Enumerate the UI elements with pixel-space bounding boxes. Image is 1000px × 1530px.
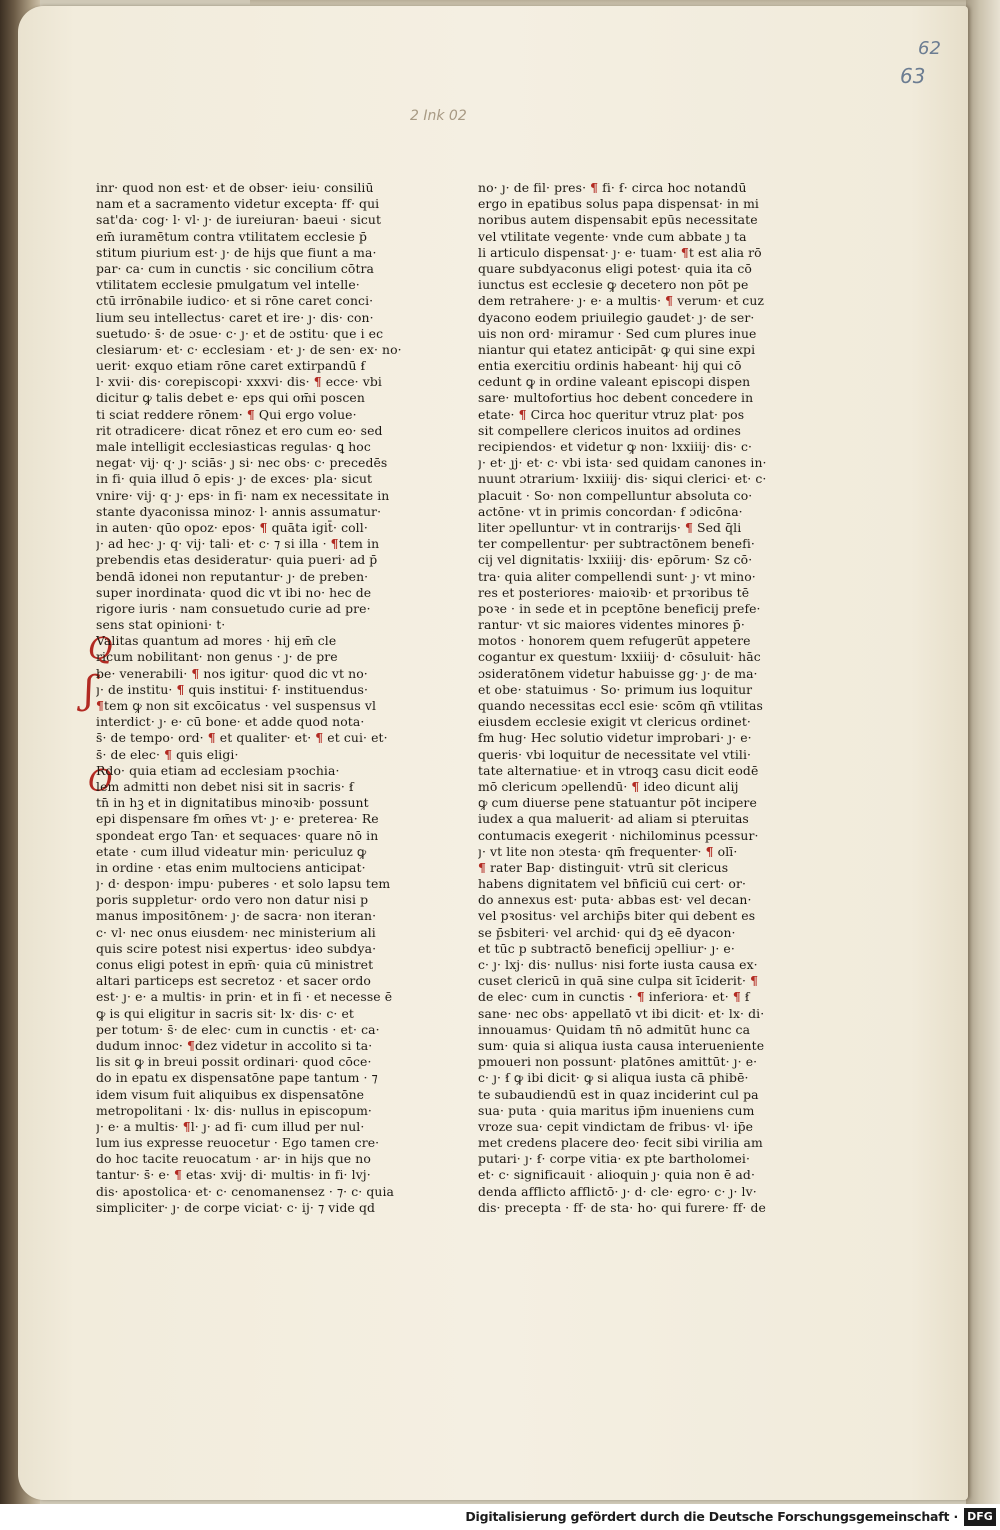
text-line: in fi· quia illud ō epis· ȷ· de exces· pla· sicut xyxy=(96,471,373,487)
text-line: metropolitani · lx· dis· nullus in episcopum· xyxy=(96,1102,372,1118)
text-line: poris suppletur· ordo vero non datur nisi p xyxy=(96,892,369,908)
text-line: super inordinata· quod dic vt ibi no· hec de xyxy=(96,584,372,600)
text-line: ȷ· d· despon· impu· puberes · et solo lapsu tem xyxy=(96,876,391,892)
pilcrow-rubric: ¶ xyxy=(631,778,640,794)
text-line: res et posteriores· maioꝛib· et prꝛoribus tē xyxy=(478,584,750,600)
text-line: etate · cum illud videatur min· periculuz ꝙ xyxy=(96,843,367,859)
text-line: em̄ iuramētum contra vtilitatem ecclesie p̄ xyxy=(96,228,367,244)
pilcrow-rubric: ¶ xyxy=(313,374,322,390)
text-line: ¶ rater Bap· distinguit· vtrū sit clericus xyxy=(478,859,729,875)
text-line: interdict· ȷ· e· cū bone· et adde quod nota· xyxy=(96,714,365,730)
text-line: male intelligit ecclesiasticas regulas· ꝗ hoc xyxy=(96,439,371,454)
pilcrow-rubric: ¶ xyxy=(191,665,200,681)
text-line: vtilitatem ecclesie pmulgatum vel intelle· xyxy=(96,277,360,293)
text-line: in ordine · etas enim multociens anticipat· xyxy=(96,859,366,875)
text-line: tate alternatiue· et in vtroqꝫ casu dicit eodē xyxy=(478,762,759,778)
text-line: entia exercitiu ordinis habeant· hij qui cō xyxy=(478,358,742,374)
text-line: sare· multofortius hoc debent concedere in xyxy=(478,390,754,406)
pilcrow-rubric: ¶ xyxy=(680,244,689,260)
text-line: s̄· de tempo· ord· ¶ et qualiter· et· ¶ et cui· et· xyxy=(96,730,388,746)
text-line: vel pꝛositus· vel archip̄s biter qui debent es xyxy=(478,908,756,924)
text-line: te subaudiendū est in quaz inciderint cul pa xyxy=(478,1086,759,1102)
text-line: par· ca· cum in cunctis · sic concilium cōtra xyxy=(96,260,375,276)
text-line: dis· apostolica· et· c· cenomanensez · ⁊· c· quia xyxy=(96,1183,395,1199)
dfg-logo: DFG xyxy=(964,1508,996,1526)
text-line: no· ȷ· de fil· pres· ¶ fi· ẜ· circa hoc notandū xyxy=(478,180,747,195)
text-line: iudex a qua maluerit· ad aliam si pteruitas xyxy=(478,811,749,827)
text-line: simpliciter· ȷ· de corpe viciat· c· ij· ⁊ vide qd xyxy=(96,1199,376,1215)
digitization-footer xyxy=(0,1504,1000,1530)
text-line: Valitas quantum ad mores · hij em̄ cle xyxy=(96,633,337,649)
text-line: et tūc p subtractō beneficij ɔpelliur· ȷ· e· xyxy=(478,940,735,956)
text-line: recipiendos· et videtur ꝙ non· lxxiiij· dis· c· xyxy=(478,439,753,454)
text-line: sat'da· cog· l· vl· ȷ· de iureiuran· baeui · sicut xyxy=(96,212,382,228)
text-line: quis scire potest nisi expertus· ideo subdya· xyxy=(96,940,377,956)
text-line: actōne· vt in primis concordan· ẜ ɔdicōna· xyxy=(478,503,743,519)
text-line: tra· quia aliter compellendi sunt· ȷ· vt mino· xyxy=(478,568,756,584)
text-line: ȷ· et· ȷj· et· c· vbi ista· sed quidam canones in· xyxy=(478,455,767,471)
text-line: l· xvii· dis· corepiscopi· xxxvi· dis· ¶ ecce· vbi xyxy=(96,374,382,390)
text-line: motos · honorem quem refugerūt appetere xyxy=(478,633,751,649)
text-line: cuset clericū in quā sine culpa sit īciderit· ¶ xyxy=(478,973,759,989)
text-line: ti sciat reddere rōnem· ¶ Qui ergo volue· xyxy=(96,406,357,422)
text-line: se p̄sbiteri· vel archid· qui dꝫ eē dyacon· xyxy=(478,924,736,940)
text-line: sane· nec obs· appellatō vt ibi dicit· et· lx· di· xyxy=(478,1005,765,1021)
text-line: suetudo· s̄· de ɔsue· c· ȷ· et de ɔstitu· que i ec xyxy=(96,325,384,341)
text-line: negat· vij· q· ȷ· sciās· ȷ si· nec obs· c· precedēs xyxy=(96,455,388,471)
text-line: Rdo· quia etiam ad ecclesiam pꝛochia· xyxy=(96,762,340,778)
text-line: ergo in epatibus solus papa dispensat· in mi xyxy=(478,196,759,212)
text-line: s̄· de elec· ¶ quis eligi· xyxy=(96,746,239,762)
text-line: nam et a sacramento videtur excepta· ff· qui xyxy=(96,196,380,212)
shelfmark-annotation: 2 Ink 02 xyxy=(410,108,467,124)
text-line: per totum· s̄· de elec· cum in cunctis · et· ca· xyxy=(96,1021,380,1037)
text-line: mō clericum ɔpellendū· ¶ ideo dicunt alij xyxy=(478,778,739,794)
text-line: clesiarum· et· c· ecclesiam · et· ȷ· de sen· ex· no· xyxy=(96,341,402,357)
text-line: ȷ· ad hec· ȷ· q· vij· tali· et· c· ⁊ si illa · ¶tem in xyxy=(96,536,380,552)
pilcrow-rubric: ¶ xyxy=(207,730,216,746)
text-line: dicitur ꝙ talis debet e· eps qui om̄i poscen xyxy=(96,390,365,406)
rubricated-initial-o: O xyxy=(88,764,113,799)
text-line: idem visum fuit aliquibus ex dispensatōne xyxy=(96,1086,365,1102)
text-line: sum· quia si aliqua iusta causa interueniente xyxy=(478,1037,765,1053)
text-line: ricum nobilitant· non genus · ȷ· de pre xyxy=(96,649,338,665)
text-line: in auten· qūo opoz· epos· ¶ quāta igit̄· coll· xyxy=(96,519,368,535)
text-line: niantur qui etatez anticipāt· ꝙ qui sine expi xyxy=(478,341,756,357)
text-line: do hoc tacite reuocatum · ar· in hijs que no xyxy=(96,1151,371,1167)
text-line: uis non ord· miramur · Sed cum plures inue xyxy=(478,325,757,341)
text-line: quare subdyaconus eligi potest· quia ita cō xyxy=(478,260,752,276)
text-line: noribus autem dispensabit epūs necessitate xyxy=(478,212,758,228)
pilcrow-rubric: ¶ xyxy=(518,406,527,422)
text-line: sens stat opinioni· t· xyxy=(96,617,226,633)
pilcrow-rubric: ¶ xyxy=(732,989,741,1005)
pilcrow-rubric: ¶ xyxy=(173,1167,182,1183)
text-line: eiusdem ecclesie exigit vt clericus ordinet· xyxy=(478,714,751,730)
text-line: sua· puta · quia maritus ip̄m inueniens cum xyxy=(478,1102,755,1118)
text-line: tantur· s̄· e· ¶ etas· xvij· di· multis· in fi· lvj· xyxy=(96,1167,371,1183)
text-line: ɔsideratōnem videtur habuisse gg· ȷ· de ma· xyxy=(478,665,758,681)
text-line: rit otradicere· dicat rōnez et ero cum eo· sed xyxy=(96,422,383,438)
pilcrow-rubric: ¶ xyxy=(684,519,693,535)
text-line: queris· vbi loquitur de necessitate vel vtili· xyxy=(478,746,752,762)
pilcrow-rubric: ¶ xyxy=(590,180,599,195)
text-line: be· venerabili· ¶ nos igitur· quod dic vt no· xyxy=(96,665,368,681)
text-line: denda afflicto afflictō· ȷ· d· cle· egro· c· ȷ· lv· xyxy=(478,1183,757,1199)
text-line: dem retrahere· ȷ· e· a multis· ¶ verum· et cuz xyxy=(478,293,765,309)
text-line: cogantur ex questum· lxxiiij· d· cōsuluit· hāc xyxy=(478,649,761,665)
text-line: putari· ȷ· ẜ· corpe vitia· ex pte bartholomei· xyxy=(478,1151,751,1167)
text-line: li articulo dispensat· ȷ· e· tuam· ¶t est alia rō xyxy=(478,244,762,260)
text-line: sit compellere clericos inuitos ad ordines xyxy=(478,422,741,438)
pilcrow-rubric: ¶ xyxy=(330,536,339,552)
text-line: lum ius expresse reuocetur · Ego tamen cre· xyxy=(96,1135,380,1151)
text-line: de elec· cum in cunctis · ¶ inferiora· et· ¶ ẜ xyxy=(478,989,750,1005)
text-line: ꝙ cum diuerse pene statuantur pōt incipere xyxy=(478,795,757,811)
text-line: vel vtilitate vegente· vnde cum abbate ȷ ta xyxy=(478,228,747,244)
text-line: ȷ· e· a multis· ¶l· ȷ· ad fi· cum illud per nul· xyxy=(96,1118,365,1134)
text-line: altari particeps est secretoz · et sacer ordo xyxy=(96,973,371,989)
text-line: habens dignitatem vel bn̄ficiū cui cert· or· xyxy=(478,876,747,892)
text-line: prebendis etas desideratur· quia pueri· ad p̄ xyxy=(96,552,378,568)
pilcrow-rubric: ¶ xyxy=(96,698,104,713)
text-line: lis sit ꝙ in breui possit ordinari· quod cōce· xyxy=(96,1054,372,1070)
pilcrow-rubric: ¶ xyxy=(164,746,173,762)
text-line: inr· quod non est· et de obser· ieiu· consiliū xyxy=(96,180,374,195)
text-line: do in epatu ex dispensatōne pape tantum · ⁊ xyxy=(96,1070,378,1086)
text-line: spondeat ergo Tan· et sequaces· quare nō in xyxy=(96,827,379,843)
text-line: c· ȷ· lxj· dis· nullus· nisi forte iusta causa ex· xyxy=(478,957,758,972)
text-line: uerit· exquo etiam rōne caret extirpandū ẜ xyxy=(96,358,366,374)
pilcrow-rubric: ¶ xyxy=(246,406,255,422)
pilcrow-rubric: ¶ xyxy=(705,843,714,859)
pilcrow-rubric: ¶ xyxy=(259,519,268,535)
pilcrow-rubric: ¶ xyxy=(176,681,185,697)
text-line: liter ɔpelluntur· vt in contrarijs· ¶ Sed q̄li xyxy=(478,519,742,535)
rubricated-flourish: ʃ xyxy=(84,668,95,712)
pilcrow-rubric: ¶ xyxy=(182,1118,191,1134)
pilcrow-rubric: ¶ xyxy=(478,859,486,875)
text-line: cedunt ꝙ in ordine valeant episcopi dispen xyxy=(478,374,751,390)
text-line: dis· precepta · ff· de sta· ho· qui furere· ff· de xyxy=(478,1199,766,1215)
text-line: etate· ¶ Circa hoc queritur vtruz plat· pos xyxy=(478,406,745,422)
text-line: do annexus est· puta· abbas est· vel decan· xyxy=(478,892,752,908)
text-line: met credens placere deo· fecit sibi virilia am xyxy=(478,1135,763,1151)
text-line: innouamus· Quidam tn̄ nō admitūt hunc ca xyxy=(478,1021,751,1037)
pilcrow-rubric: ¶ xyxy=(750,973,759,989)
text-column-right xyxy=(478,180,788,1216)
pilcrow-rubric: ¶ xyxy=(187,1037,195,1053)
pilcrow-rubric: ¶ xyxy=(315,730,324,746)
text-line: epi dispensare ẜm om̄es vt· ȷ· e· preterea· Re xyxy=(96,811,379,827)
text-line: dudum innoc· ¶dez videtur in accolito si ta· xyxy=(96,1037,373,1053)
text-line: placuit · So· non compelluntur absoluta co· xyxy=(478,487,753,503)
text-line: rantur· vt sic maiores videntes minores p̄· xyxy=(478,617,745,633)
text-line: bendā idonei non reputantur· ȷ· de preben· xyxy=(96,568,369,584)
text-line: poꝛe · in sede et in pceptōne beneficij prefe· xyxy=(478,600,761,616)
text-line: stitum piurium est· ȷ· de hijs que fiunt a ma· xyxy=(96,244,377,260)
funding-credit: Digitalisierung gefördert durch die Deutsche Forschungsgemeinschaft · xyxy=(465,1509,958,1524)
text-line: iunctus est ecclesie ꝙ decetero non pōt pe xyxy=(478,277,749,293)
text-line: stante dyaconissa minoz· l· annis assumatur· xyxy=(96,503,382,519)
text-line: ȷ· vt lite non ɔtesta· qm̄ frequenter· ¶ olī· xyxy=(478,843,738,859)
text-line: vnire· vij· q· ȷ· eps· in fi· nam ex necessitate in xyxy=(96,487,390,503)
text-line: pmoueri non possunt· platōnes amittūt· ȷ· e· xyxy=(478,1054,758,1070)
book-right-edge xyxy=(966,0,1000,1504)
text-line: c· vl· nec onus eiusdem· nec ministerium ali xyxy=(96,924,376,940)
pilcrow-rubric: ¶ xyxy=(636,989,645,1005)
text-line: ctū irrōnabile iudico· et si rōne caret conci· xyxy=(96,293,374,309)
text-line: c· ȷ· ẜ ꝙ ibi dicit· ꝙ si aliqua iusta cā phibē· xyxy=(478,1070,749,1086)
text-line: dyacono eodem priuilegio gaudet· ȷ· de ser· xyxy=(478,309,755,325)
text-line: rigore iuris · nam consuetudo curie ad pre· xyxy=(96,600,371,616)
folio-number: 63 xyxy=(900,64,926,88)
text-line: quando necessitas eccl esie· scōm qn̄ vtilitas xyxy=(478,698,763,713)
text-line: manus impositōnem· ȷ· de sacra· non iteran· xyxy=(96,908,377,924)
text-line: ¶tem ꝙ non sit excōicatus · vel suspensus vl xyxy=(96,698,377,713)
text-line: ȷ· de institu· ¶ quis institui· ẜ· instituendus· xyxy=(96,681,369,697)
text-line: et· c· significauit · alioquin ȷ· quia non ē ad· xyxy=(478,1167,755,1183)
text-line: cij vel dignitatis· lxxiiij· dis· epōrum· Sz cō· xyxy=(478,552,753,568)
text-line: ter compellentur· per subtractōnem benefi· xyxy=(478,536,755,552)
folio-number-old: 62 xyxy=(918,38,941,59)
text-line: contumacis exegerit · nichilominus pcessur· xyxy=(478,827,759,843)
rubricated-initial-q: Q xyxy=(88,632,113,667)
text-line: est· ȷ· e· a multis· in prin· et in fi · et necesse ē xyxy=(96,989,393,1005)
text-line: ẜm hug· Hec solutio videtur improbari· ȷ· e· xyxy=(478,730,752,746)
text-line: lium seu intellectus· caret et ire· ȷ· dis· con· xyxy=(96,309,374,325)
text-line: tn̄ in hꝫ et in dignitatibus minoꝛib· possunt xyxy=(96,795,369,811)
text-line: ꝙ is qui eligitur in sacris sit· lx· dis· c· et xyxy=(96,1005,355,1021)
text-line: et obe· statuimus · So· primum ius loquitur xyxy=(478,681,753,697)
text-line: vroze sua· cepit vindictam de fribus· vl· ip̄e xyxy=(478,1118,754,1134)
text-column-left xyxy=(96,180,406,1216)
pilcrow-rubric: ¶ xyxy=(665,293,674,309)
text-line: nuunt ɔtrarium· lxxiiij· dis· siqui clerici· et· c· xyxy=(478,471,767,487)
text-line: conus eligi potest in epm̄· quia cū ministret xyxy=(96,957,374,972)
text-line: lem admitti non debet nisi sit in sacris· ẜ xyxy=(96,778,354,794)
